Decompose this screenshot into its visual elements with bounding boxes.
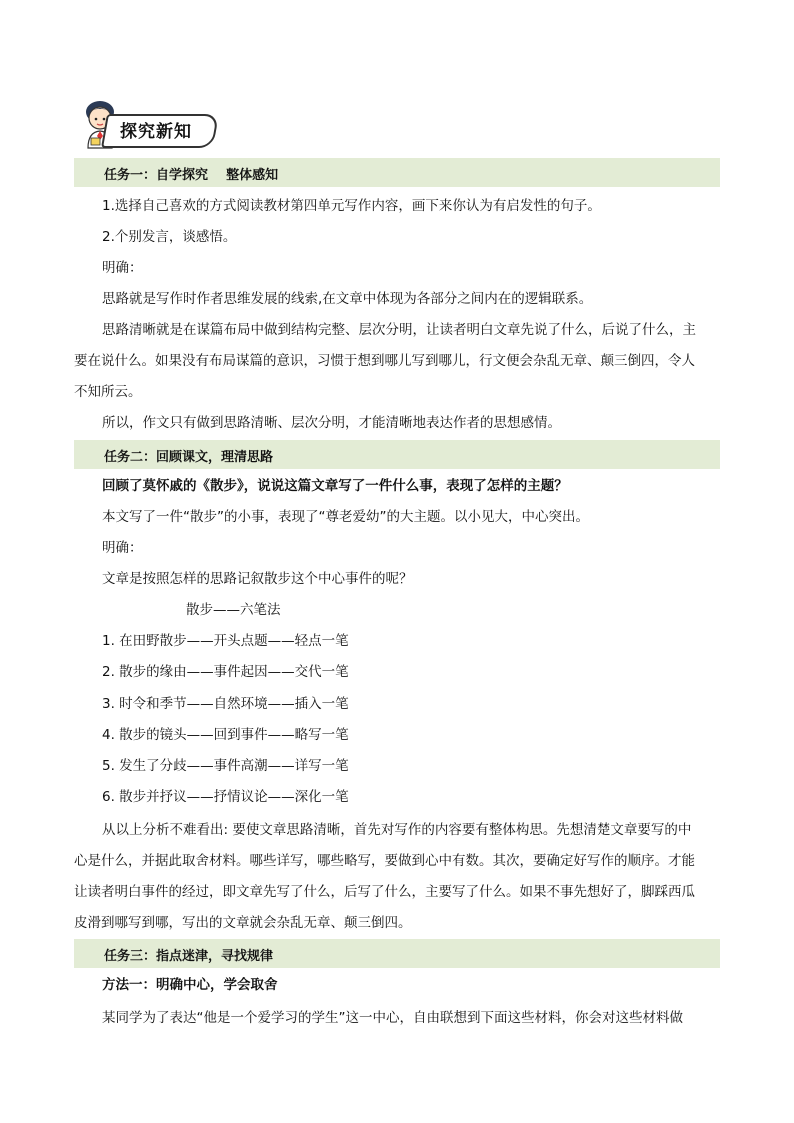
- task-one-paragraph-2-line-2: 要在说什么。如果没有布局谋篇的意识，习惯于想到哪儿写到哪儿，行文便会杂乱无章、颠三倒四，令人: [74, 353, 695, 369]
- task-two-summary-line-3: 让读者明白事件的经过，即文章先写了什么，后写了什么，主要写了什么。如果不事先想好了，脚踩西瓜: [74, 884, 695, 900]
- section-title: 探究新知: [120, 122, 192, 142]
- task-two-bar: [74, 440, 720, 469]
- six-strokes-item-2: 2. 散步的缘由——事件起因——交代一笔: [102, 664, 349, 680]
- task-two-summary-line-4: 皮滑到哪写到哪，写出的文章就会杂乱无章、颠三倒四。: [74, 915, 412, 931]
- six-strokes-item-1: 1. 在田野散步——开头点题——轻点一笔: [102, 633, 349, 649]
- six-strokes-item-3: 3. 时令和季节——自然环境——插入一笔: [102, 696, 349, 712]
- six-strokes-item-5: 5. 发生了分歧——事件高潮——详写一笔: [102, 758, 349, 774]
- task-one-paragraph-1: 思路就是写作时作者思维发展的线索,在文章中体现为各部分之间内在的逻辑联系。: [102, 291, 593, 307]
- task-two-question-2: 文章是按照怎样的思路记叙散步这个中心事件的呢？: [102, 571, 413, 587]
- task-two-summary-line-2: 心是什么，并据此取舍材料。哪些详写，哪些略写，要做到心中有数。其次，要确定好写作的顺序。才能: [74, 853, 695, 869]
- task-two-summary-line-1: 从以上分析不难看出: 要使文章思路清晰，首先对写作的内容要有整体构思。先想清楚文章要写的中: [102, 822, 692, 838]
- method-one-heading: 方法一：明确中心，学会取舍: [102, 977, 278, 993]
- task-two-clarify-label: 明确：: [102, 540, 143, 556]
- task-one-paragraph-2-line-3: 不知所云。: [74, 384, 142, 400]
- task-one-label: 任务一：自学探究 整体感知: [104, 168, 279, 183]
- task-one-question-1: 1.选择自己喜欢的方式阅读教材第四单元写作内容，画下来你认为有启发性的句子。: [102, 198, 601, 214]
- section-header-badge: [82, 98, 222, 154]
- task-one-paragraph-2-line-1: 思路清晰就是在谋篇布局中做到结构完整、层次分明，让读者明白文章先说了什么，后说了什么，主: [102, 322, 696, 338]
- task-two-label: 任务二：回顾课文，理清思路: [104, 450, 274, 465]
- task-two-question: 回顾了莫怀戚的《散步》，说说这篇文章写了一件什么事，表现了怎样的主题？: [102, 478, 568, 494]
- task-two-answer: 本文写了一件“散步”的小事，表现了“尊老爱幼”的大主题。以小见大，中心突出。: [102, 509, 589, 525]
- method-one-paragraph: 某同学为了表达“他是一个爱学习的学生”这一中心，自由联想到下面这些材料，你会对这些材料做: [102, 1010, 683, 1026]
- task-three-bar: [74, 939, 720, 968]
- six-strokes-item-6: 6. 散步并抒议——抒情议论——深化一笔: [102, 789, 349, 805]
- six-strokes-subtitle: 散步——六笔法: [186, 602, 281, 618]
- task-three-label: 任务三：指点迷津，寻找规律: [104, 949, 274, 964]
- task-one-question-2: 2.个别发言，谈感悟。: [102, 229, 237, 245]
- six-strokes-item-4: 4. 散步的镜头——回到事件——略写一笔: [102, 727, 349, 743]
- task-one-clarify-label: 明确：: [102, 260, 143, 276]
- task-one-bar: [74, 158, 720, 187]
- task-one-paragraph-3: 所以，作文只有做到思路清晰、层次分明，才能清晰地表达作者的思想感情。: [102, 415, 561, 431]
